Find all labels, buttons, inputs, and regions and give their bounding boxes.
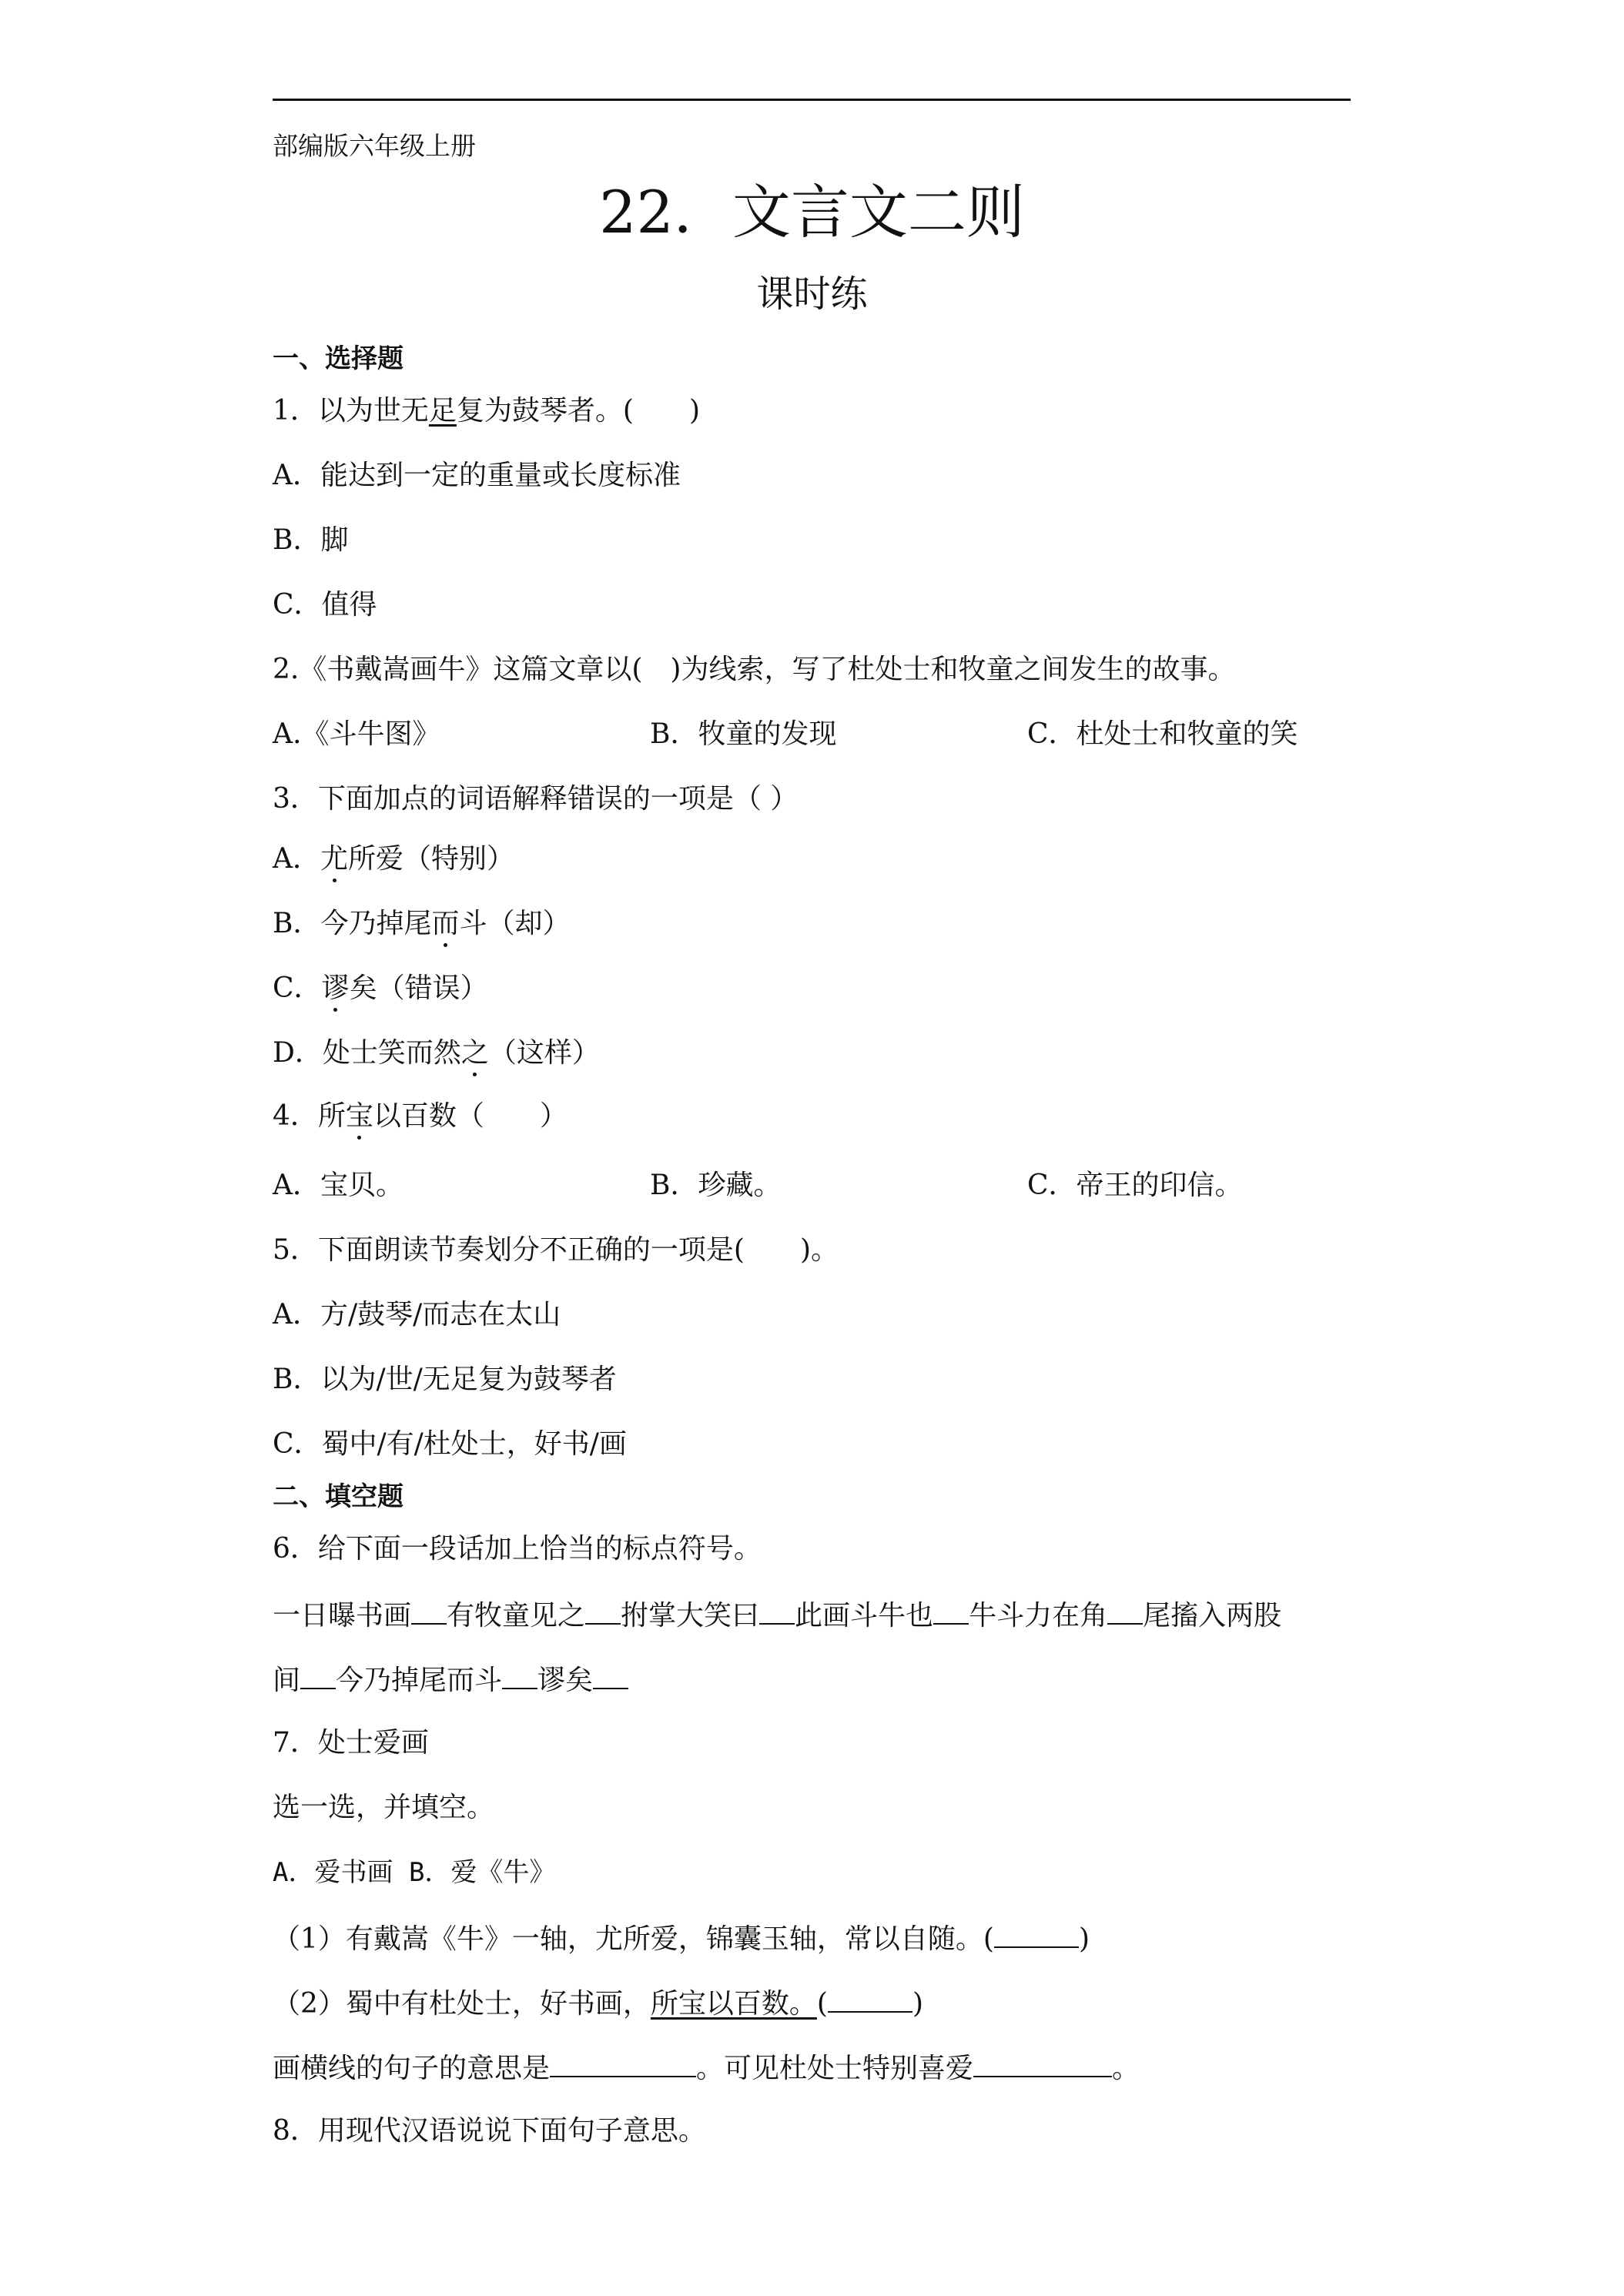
punctuation-blank[interactable]	[300, 1662, 336, 1689]
q3-option-b	[273, 907, 571, 941]
punctuation-blank[interactable]	[759, 1597, 795, 1625]
q4-option-c: C．帝王的印信。	[1027, 1170, 1243, 1201]
q3-c-pre: C．	[273, 972, 322, 1004]
punctuation-blank[interactable]	[502, 1662, 537, 1689]
answer-blank[interactable]	[550, 2050, 696, 2077]
q1-option-c: C．值得	[273, 589, 377, 621]
q4-option-a: A．宝贝。	[273, 1170, 403, 1201]
q3-a-pre: A．	[273, 843, 320, 875]
page-subtitle: 课时练	[756, 273, 868, 316]
question-4-stem	[273, 1099, 568, 1133]
q6-segment: 间	[273, 1665, 301, 1696]
question-3-stem: 3．下面加点的词语解释错误的一项是（ ）	[273, 783, 799, 815]
q6-passage-line-2	[273, 1662, 628, 1698]
question-5-stem: 5．下面朗读节奏划分不正确的一项是( )。	[273, 1234, 839, 1266]
question-7-stem: 7．处士爱画	[273, 1727, 429, 1759]
question-2-stem: 2.《书戴嵩画牛》这篇文章以( )为线索，写了杜处士和牧童之间发生的故事。	[273, 654, 1236, 685]
q1-option-b: B．脚	[273, 524, 349, 556]
answer-blank[interactable]	[973, 2050, 1112, 2077]
q6-segment: 拊掌大笑曰	[621, 1600, 760, 1632]
punctuation-blank[interactable]	[933, 1597, 969, 1625]
q3-option-d	[273, 1036, 600, 1070]
q2-option-b: B．牧童的发现	[650, 718, 837, 750]
q1-stem-post: 复为鼓琴者。( )	[456, 395, 701, 427]
q3-d-post: （这样）	[488, 1037, 600, 1069]
q5-option-b: B．以为/世/无足复为鼓琴者	[273, 1364, 617, 1395]
q3-option-a	[273, 842, 514, 876]
q3-b-post: 斗（却）	[459, 908, 571, 939]
q3-a-dotted-word: 尤	[320, 843, 349, 875]
answer-blank[interactable]	[828, 1985, 912, 2013]
q4-option-b: B．珍藏。	[650, 1170, 782, 1201]
q3-d-pre: D．处士笑而然	[273, 1037, 461, 1069]
grade-label: 部编版六年级上册	[273, 131, 476, 161]
q7-sentence-3	[273, 2050, 1140, 2086]
q6-segment: 尾搐入两股	[1143, 1600, 1282, 1632]
q7-s3-end: 。	[1112, 2053, 1140, 2084]
q4-dotted-word: 宝	[345, 1100, 373, 1132]
q3-b-pre: B．今乃掉尾	[273, 908, 432, 939]
q6-segment: 一日曝书画	[273, 1600, 412, 1632]
q6-segment: 谬矣	[537, 1665, 594, 1696]
q6-segment: 此画斗牛也	[795, 1600, 934, 1632]
q3-b-dotted-word: 而	[431, 908, 460, 939]
q7-s2-open: (	[816, 1988, 828, 2020]
q6-segment: 有牧童见之	[447, 1600, 586, 1632]
q7-sentence-2	[273, 1985, 923, 2021]
q1-underlined-word: 足	[428, 395, 457, 427]
q7-s1-close: )	[1078, 1923, 1090, 1955]
q7-s2-pre: （2）蜀中有杜处士，好书画，	[273, 1988, 651, 2020]
q5-option-c: C．蜀中/有/杜处士，好书/画	[273, 1428, 627, 1460]
question-6-stem: 6．给下面一段话加上恰当的标点符号。	[273, 1533, 762, 1565]
q5-option-a: A．方/鼓琴/而志在太山	[273, 1299, 561, 1330]
q7-s3-pre: 画横线的句子的意思是	[273, 2053, 551, 2084]
q3-option-c	[273, 972, 488, 1006]
section-heading-choice: 一、选择题	[273, 343, 403, 374]
q2-option-a: A.《斗牛图》	[273, 718, 440, 750]
q3-d-dotted-word: 之	[460, 1037, 489, 1069]
section-heading-fill: 二、填空题	[273, 1481, 403, 1512]
q6-passage-line-1	[273, 1597, 1281, 1633]
punctuation-blank[interactable]	[585, 1597, 621, 1625]
punctuation-blank[interactable]	[1107, 1597, 1143, 1625]
page-title: 22．文言文二则	[599, 178, 1025, 246]
q7-options: A．爱书画 B．爱《牛》	[273, 1857, 556, 1888]
q1-stem-pre: 1．以为世无	[273, 395, 429, 427]
punctuation-blank[interactable]	[411, 1597, 447, 1625]
q7-s2-underlined: 所宝以百数。	[650, 1988, 817, 2020]
q3-c-post: 矣（错误）	[349, 972, 488, 1004]
q7-s2-close: )	[912, 1988, 924, 2020]
q7-sentence-1	[273, 1920, 1090, 1956]
q6-segment: 牛斗力在角	[969, 1600, 1108, 1632]
question-8-stem: 8．用现代汉语说说下面句子意思。	[273, 2115, 706, 2147]
q1-option-a: A．能达到一定的重量或长度标准	[273, 460, 681, 491]
q7-s3-mid: 。可见杜处士特别喜爱	[696, 2053, 974, 2084]
q3-c-dotted-word: 谬	[321, 972, 350, 1004]
q4-stem-pre: 4．所	[273, 1100, 346, 1132]
q7-s1-text: （1）有戴嵩《牛》一轴，尤所爱，锦囊玉轴，常以自随。(	[273, 1923, 994, 1955]
answer-blank[interactable]	[994, 1920, 1079, 1948]
punctuation-blank[interactable]	[593, 1662, 628, 1689]
q4-stem-post: 以百数（ ）	[373, 1100, 568, 1132]
q2-option-c: C．杜处士和牧童的笑	[1027, 718, 1298, 750]
q6-segment: 今乃掉尾而斗	[336, 1665, 503, 1696]
question-1-stem	[273, 394, 700, 428]
q3-a-post: 所爱（特别）	[348, 843, 515, 875]
header-rule	[273, 99, 1351, 101]
q7-instruction: 选一选，并填空。	[273, 1792, 495, 1823]
